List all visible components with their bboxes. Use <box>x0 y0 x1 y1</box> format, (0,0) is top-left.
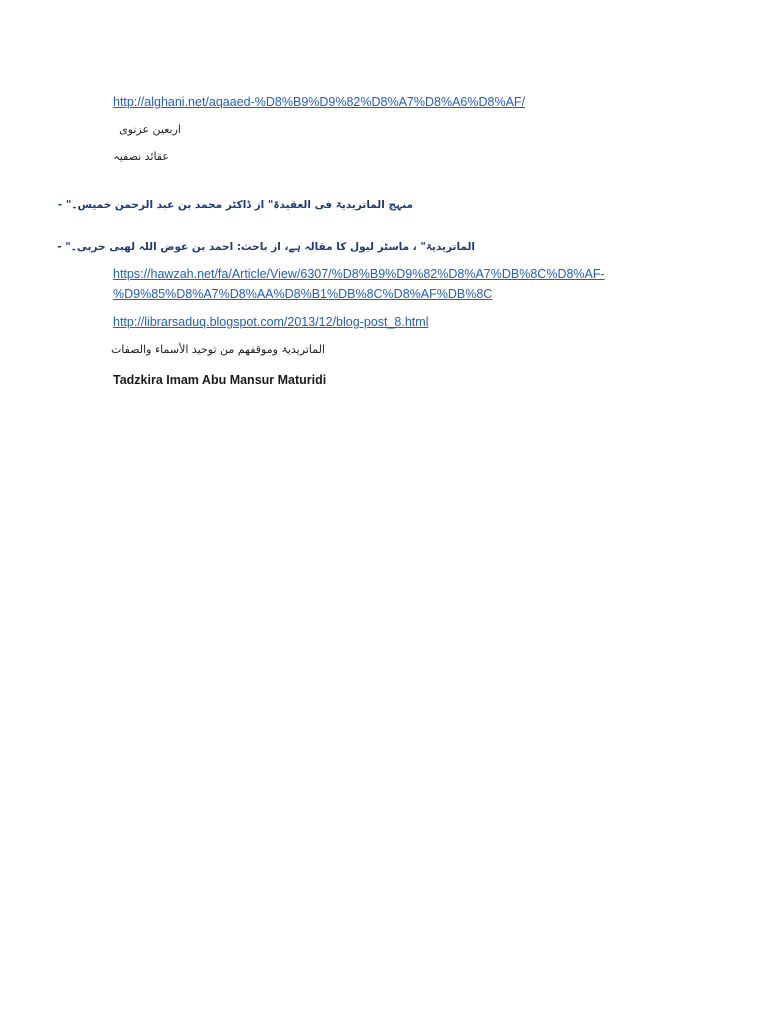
arabic-reference-line: منہج الماتریدیۃ فی العقیدۃ" از ڈاکٹر محمد بن عبد الرحمن خمیس۔" - <box>57 199 413 211</box>
arabic-reference-line: الماتریدیۃ" ، ماسٹر لیول کا مقالہ ہے، از باحث: احمد بن عوض اللہ لھبی حربی۔" - <box>57 241 475 253</box>
alghani-link[interactable]: http://alghani.net/aqaaed-%D8%B9%D9%82%D8%A7%D8%A6%D8%AF/ <box>113 95 526 109</box>
librarsaduq-link[interactable]: http://librarsaduq.blogspot.com/2013/12/blog-post_8.html <box>113 315 429 329</box>
urdu-text-line: اربعین عزنوی <box>119 123 181 136</box>
hawzah-link-line-2[interactable]: %D9%85%D8%A7%D8%AA%D8%B1%DB%8C%D8%AF%DB%8C <box>113 287 493 301</box>
arabic-text-line: الماتریدیۃ وموقفھم من توحید الأسماء والصفات <box>110 343 325 356</box>
hawzah-link-line-1[interactable]: https://hawzah.net/fa/Article/View/6307/%D8%B9%D9%82%D8%A7%DB%8C%D8%AF- <box>113 267 605 281</box>
urdu-text-line: عقائد نصفیہ <box>113 150 169 163</box>
closing-title: Tadzkira Imam Abu Mansur Maturidi <box>113 373 327 387</box>
